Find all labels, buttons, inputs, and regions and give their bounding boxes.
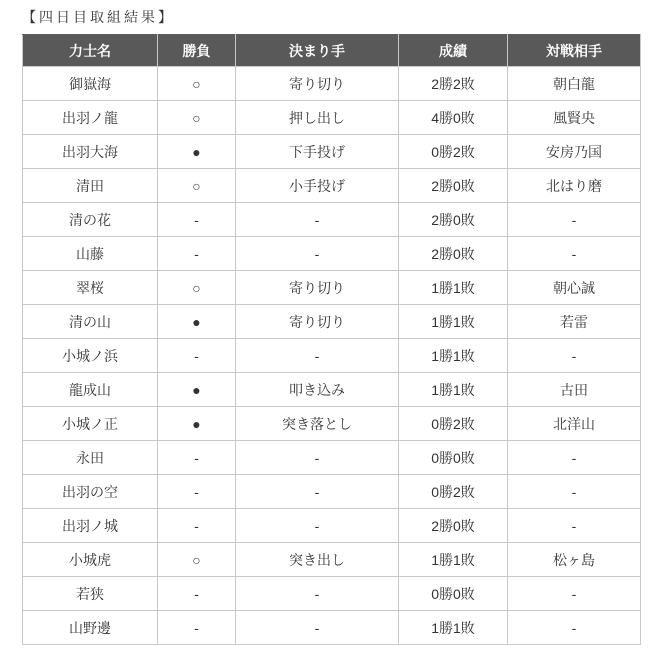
cell-result: ○ (158, 543, 236, 577)
cell-opponent: 朝白龍 (508, 67, 641, 101)
cell-result: - (158, 237, 236, 271)
cell-opponent: - (508, 475, 641, 509)
cell-opponent: 若雷 (508, 305, 641, 339)
table-row (23, 203, 641, 237)
cell-name: 御嶽海 (23, 67, 158, 101)
cell-technique: - (236, 339, 399, 373)
cell-opponent: - (508, 237, 641, 271)
cell-opponent: - (508, 203, 641, 237)
cell-result: ○ (158, 169, 236, 203)
cell-name: 永田 (23, 441, 158, 475)
cell-name: 出羽ノ龍 (23, 101, 158, 135)
cell-record: 1勝1敗 (399, 339, 508, 373)
cell-result: ○ (158, 271, 236, 305)
cell-technique: 小手投げ (236, 169, 399, 203)
cell-result: - (158, 509, 236, 543)
cell-name: 清の花 (23, 203, 158, 237)
cell-opponent: 北はり磨 (508, 169, 641, 203)
cell-result: - (158, 339, 236, 373)
table-row (23, 101, 641, 135)
results-table-body (23, 67, 641, 645)
column-header-technique: 決まり手 (236, 35, 399, 67)
cell-technique: 下手投げ (236, 135, 399, 169)
cell-opponent: 北洋山 (508, 407, 641, 441)
cell-technique: 突き落とし (236, 407, 399, 441)
cell-opponent: - (508, 611, 641, 645)
cell-record: 0勝2敗 (399, 407, 508, 441)
cell-opponent: 風賢央 (508, 101, 641, 135)
cell-record: 0勝2敗 (399, 135, 508, 169)
cell-result: ● (158, 407, 236, 441)
cell-result: - (158, 203, 236, 237)
table-row (23, 237, 641, 271)
cell-opponent: 安房乃国 (508, 135, 641, 169)
cell-name: 山野邊 (23, 611, 158, 645)
cell-record: 0勝0敗 (399, 577, 508, 611)
cell-opponent: - (508, 441, 641, 475)
table-row (23, 611, 641, 645)
cell-technique: - (236, 509, 399, 543)
cell-opponent: - (508, 339, 641, 373)
cell-record: 2勝0敗 (399, 169, 508, 203)
column-header-record: 成績 (399, 35, 508, 67)
cell-technique: 突き出し (236, 543, 399, 577)
table-row (23, 339, 641, 373)
column-header-result: 勝負 (158, 35, 236, 67)
table-row (23, 577, 641, 611)
cell-opponent: 古田 (508, 373, 641, 407)
cell-technique: - (236, 475, 399, 509)
cell-technique: - (236, 577, 399, 611)
table-row (23, 441, 641, 475)
cell-technique: - (236, 441, 399, 475)
cell-name: 小城ノ浜 (23, 339, 158, 373)
cell-name: 山藤 (23, 237, 158, 271)
cell-record: 1勝1敗 (399, 305, 508, 339)
table-row (23, 475, 641, 509)
cell-technique: - (236, 203, 399, 237)
cell-record: 4勝0敗 (399, 101, 508, 135)
cell-record: 1勝1敗 (399, 611, 508, 645)
cell-name: 小城ノ正 (23, 407, 158, 441)
cell-record: 2勝0敗 (399, 203, 508, 237)
cell-result: ○ (158, 101, 236, 135)
cell-record: 1勝1敗 (399, 373, 508, 407)
cell-result: - (158, 577, 236, 611)
cell-name: 清の山 (23, 305, 158, 339)
cell-opponent: 松ヶ島 (508, 543, 641, 577)
cell-name: 龍成山 (23, 373, 158, 407)
results-table (22, 34, 641, 645)
cell-result: - (158, 441, 236, 475)
cell-record: 0勝2敗 (399, 475, 508, 509)
column-header-opponent: 対戦相手 (508, 35, 641, 67)
table-row (23, 305, 641, 339)
cell-record: 1勝1敗 (399, 543, 508, 577)
cell-record: 2勝0敗 (399, 237, 508, 271)
table-row (23, 67, 641, 101)
table-row (23, 543, 641, 577)
table-row (23, 169, 641, 203)
cell-opponent: - (508, 577, 641, 611)
header-row (23, 35, 641, 67)
cell-name: 出羽の空 (23, 475, 158, 509)
cell-technique: 寄り切り (236, 305, 399, 339)
cell-result: ● (158, 305, 236, 339)
cell-name: 出羽大海 (23, 135, 158, 169)
cell-record: 2勝2敗 (399, 67, 508, 101)
table-row (23, 135, 641, 169)
cell-result: ● (158, 135, 236, 169)
cell-result: ○ (158, 67, 236, 101)
cell-technique: 寄り切り (236, 67, 399, 101)
cell-record: 0勝0敗 (399, 441, 508, 475)
results-table-header (23, 35, 641, 67)
cell-result: - (158, 611, 236, 645)
cell-name: 若狭 (23, 577, 158, 611)
table-row (23, 373, 641, 407)
cell-result: ● (158, 373, 236, 407)
column-header-name: 力士名 (23, 35, 158, 67)
cell-result: - (158, 475, 236, 509)
cell-name: 出羽ノ城 (23, 509, 158, 543)
cell-record: 1勝1敗 (399, 271, 508, 305)
table-row (23, 509, 641, 543)
cell-opponent: - (508, 509, 641, 543)
cell-technique: 押し出し (236, 101, 399, 135)
cell-name: 小城虎 (23, 543, 158, 577)
cell-name: 翠桜 (23, 271, 158, 305)
cell-technique: - (236, 237, 399, 271)
cell-record: 2勝0敗 (399, 509, 508, 543)
page-title: 【四日目取組結果】 (22, 9, 175, 25)
cell-technique: 寄り切り (236, 271, 399, 305)
cell-opponent: 朝心誠 (508, 271, 641, 305)
cell-technique: - (236, 611, 399, 645)
cell-name: 清田 (23, 169, 158, 203)
table-row (23, 271, 641, 305)
table-row (23, 407, 641, 441)
cell-technique: 叩き込み (236, 373, 399, 407)
